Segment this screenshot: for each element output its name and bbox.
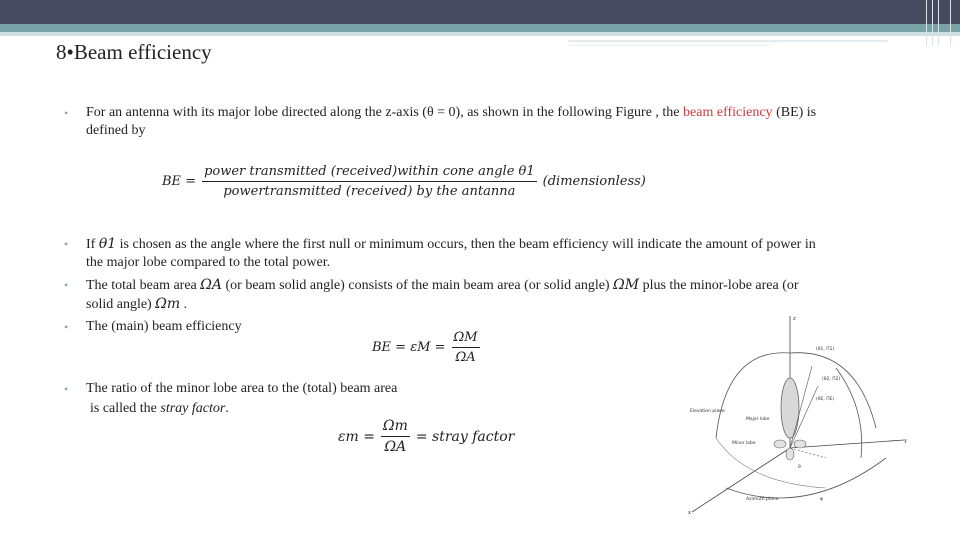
bullet-marker: • <box>64 320 69 334</box>
equation-fraction <box>381 418 410 455</box>
bullet-text: (or beam solid angle) consists of the main beam area (or solid angle) <box>222 278 614 293</box>
equation-numerator: power transmitted (received)within cone angle θ1 <box>202 164 537 182</box>
bullet-text: . <box>180 297 188 312</box>
point2-label: (θ2, Π2) <box>822 377 841 382</box>
header-stripe <box>0 24 960 32</box>
bullet-marker: • <box>64 278 69 292</box>
equation-lhs: BE = <box>162 174 197 189</box>
equation-lhs: εm = <box>338 428 375 445</box>
equation-numerator: Ωm <box>381 418 410 437</box>
title-bullet-dot: • <box>66 40 74 64</box>
azimuth-arc <box>726 458 886 498</box>
bullet-1 <box>64 104 826 140</box>
bullet-5 <box>64 380 686 398</box>
bullet-text: (BE) is defined by <box>86 105 817 138</box>
major-lobe <box>781 378 799 438</box>
minor-lobe <box>794 440 806 448</box>
equation-fraction <box>452 330 480 365</box>
bullet-text: . <box>225 401 229 416</box>
omega-a-symbol: ΩA <box>200 277 222 293</box>
azimuth-plane-label: Azimuth plane <box>746 497 779 502</box>
y-axis <box>790 440 904 448</box>
bullet-text: The ratio of the minor lobe area to the (total) beam area <box>86 381 398 396</box>
theta-label: θ <box>798 465 801 470</box>
equation-denominator: ΩA <box>384 439 407 455</box>
header-decoration <box>920 0 960 50</box>
bullet-marker: • <box>64 237 69 251</box>
bullet-text: If <box>86 237 99 252</box>
header-stripe-light <box>0 32 960 36</box>
equation-stray-factor <box>338 418 514 455</box>
bullet-text: For an antenna with its major lobe directed along the z-axis (θ = 0), as shown in the following Figure , the <box>86 105 684 120</box>
title-number: 8 <box>56 40 67 64</box>
equation-denominator: ΩA <box>455 350 476 365</box>
major-lobe-label: Major lobe <box>746 417 770 422</box>
equation-main-beam-efficiency <box>372 330 486 365</box>
decor-line <box>568 40 888 42</box>
bullet-marker: • <box>64 106 69 120</box>
point3-label: (θE, ΠE) <box>816 397 835 402</box>
equation-rhs: (dimensionless) <box>542 174 646 189</box>
bullet-text: The (main) beam efficiency <box>86 319 242 334</box>
bullet-marker: • <box>64 382 69 396</box>
equation-fraction <box>202 164 537 199</box>
minor-lobe <box>786 448 794 460</box>
equation-rhs: = stray factor <box>415 428 515 445</box>
minor-lobe-label: Minor lobe <box>732 441 756 446</box>
header-bar <box>0 0 960 24</box>
minor-lobe <box>774 440 786 448</box>
bullet-text: is chosen as the angle where the first null or minimum occurs, then the beam efficiency will indicate the amount of power in the major lobe compared to the total power. <box>86 237 816 270</box>
equation-lhs: BE = εM = <box>372 340 446 355</box>
decor-line <box>570 45 770 46</box>
point1-label: (θ1, Π1) <box>816 347 835 352</box>
elevation-plane-label: Elevation plane <box>690 409 725 414</box>
omega-minor-symbol: Ωm <box>155 296 181 312</box>
beam-efficiency-term: beam efficiency <box>683 105 773 120</box>
angle-line <box>790 448 826 458</box>
title-text: Beam efficiency <box>73 40 212 64</box>
equation-beam-efficiency <box>162 164 646 199</box>
x-axis <box>692 448 790 512</box>
bullet-text: plus the minor-lobe area (or solid angle) <box>86 278 799 312</box>
y-label: y <box>904 438 907 444</box>
bullet-2 <box>64 235 826 272</box>
stray-factor-line <box>90 401 229 417</box>
omega-m-symbol: ΩM <box>613 277 640 293</box>
equation-denominator: powertransmitted (received) by the antanna <box>223 184 516 199</box>
equation-numerator: ΩM <box>452 330 480 348</box>
bullet-text: The total beam area <box>86 278 201 293</box>
slide-title <box>56 40 212 65</box>
z-label: z <box>793 316 796 322</box>
bullet-text: is called the <box>90 401 161 416</box>
phi-label: φ <box>820 497 823 502</box>
stray-factor-term: stray factor <box>160 401 226 416</box>
antenna-pattern-figure <box>686 308 926 518</box>
theta1-symbol: θ1 <box>98 236 117 252</box>
x-label: x <box>688 510 691 516</box>
